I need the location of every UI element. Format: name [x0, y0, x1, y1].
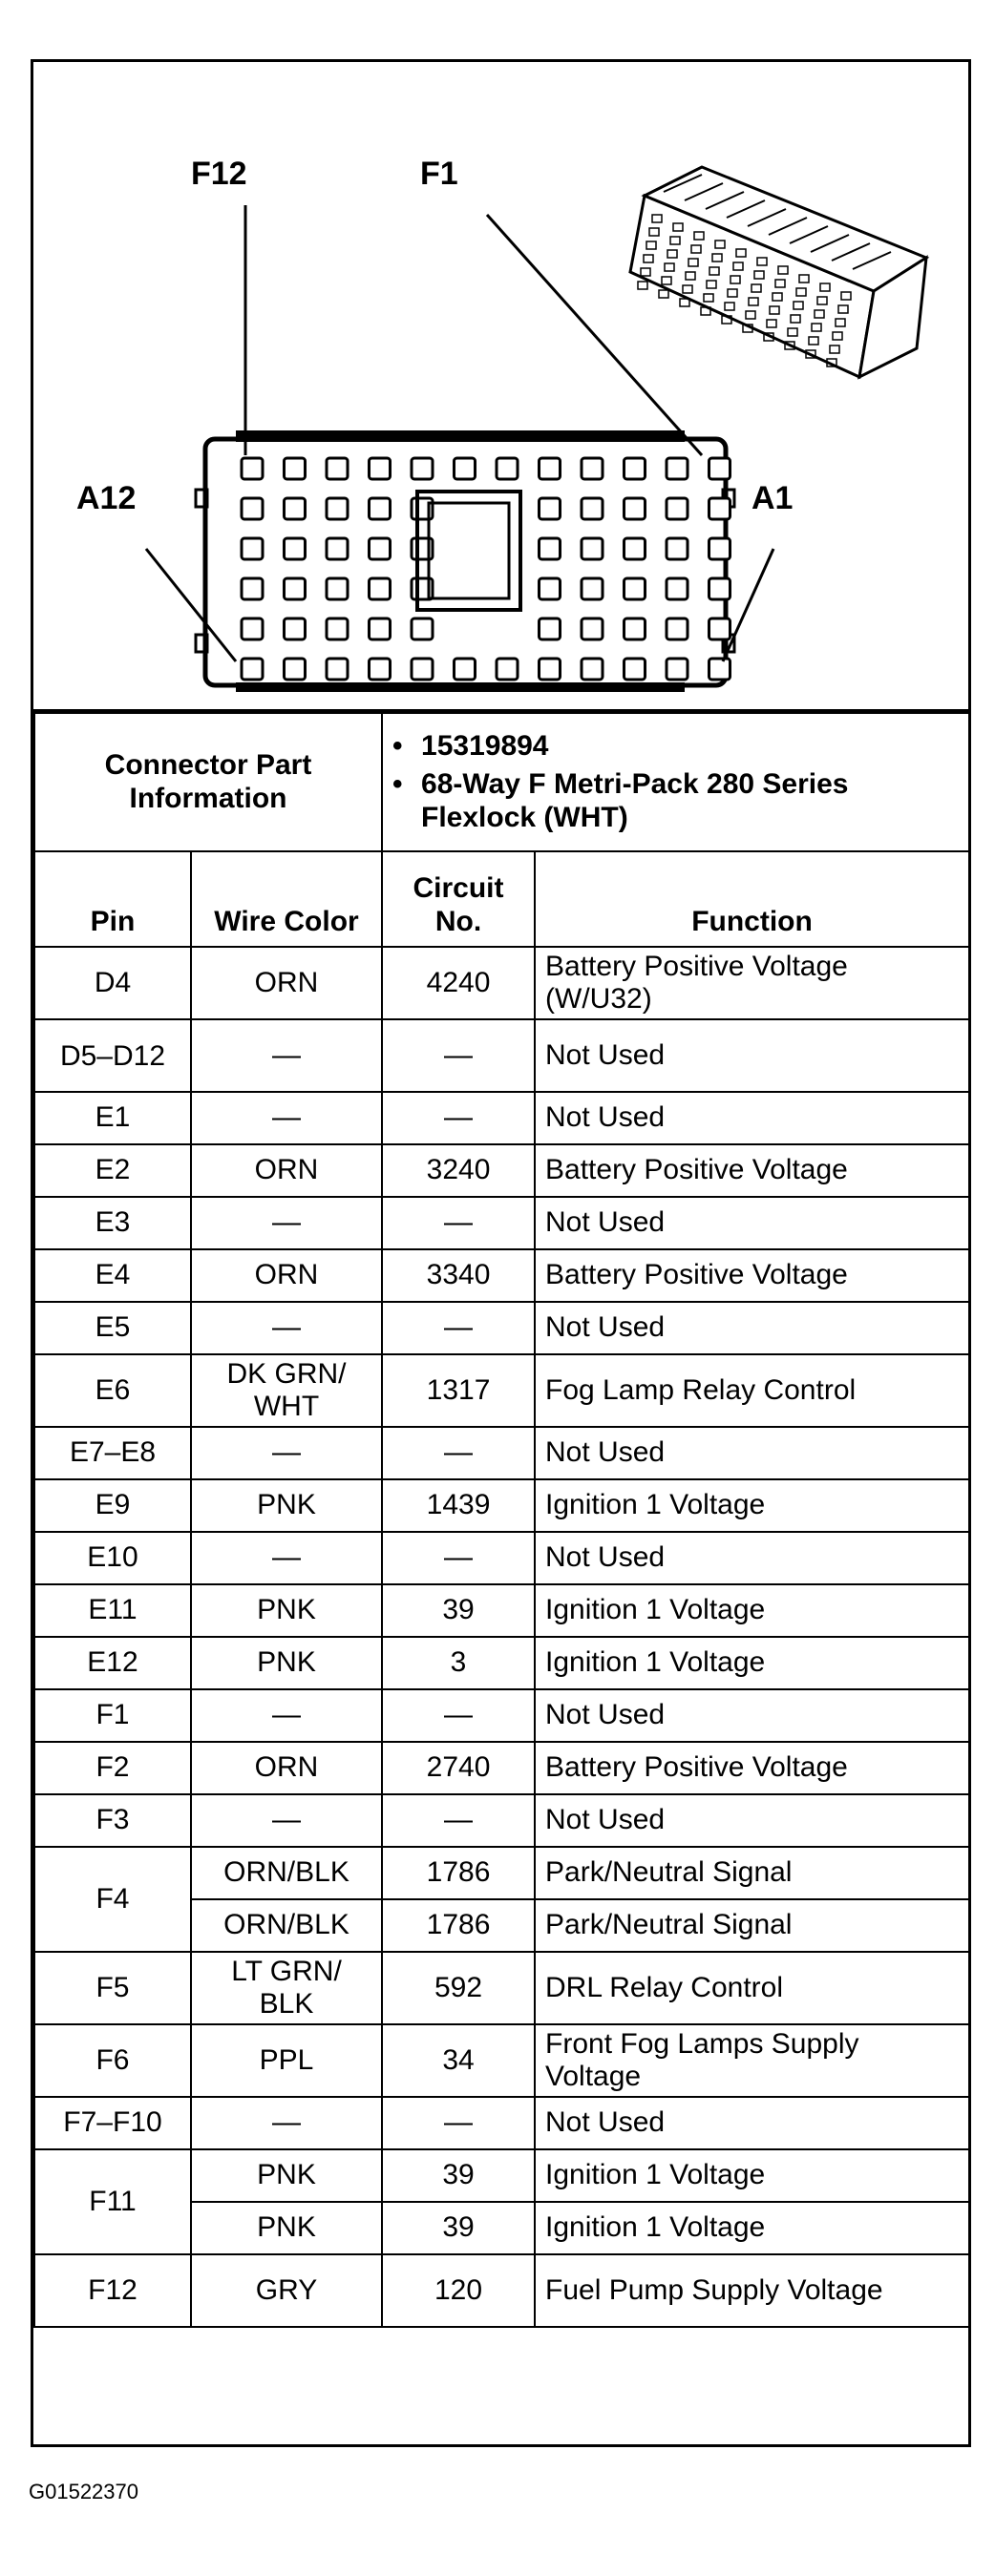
function-cell: Ignition 1 Voltage	[535, 1584, 969, 1637]
wire-color-cell: PNK	[191, 1584, 382, 1637]
pin-cavity	[667, 578, 688, 599]
connector-face-drawing	[33, 62, 968, 709]
table-row	[34, 947, 969, 1019]
table-row	[34, 1249, 969, 1302]
pin-cell: E1	[34, 1092, 191, 1144]
header-circuit: Circuit No.	[382, 851, 535, 947]
pin-cavity	[370, 659, 391, 680]
pin-cavity	[242, 578, 263, 599]
wire-color-cell: PNK	[191, 1479, 382, 1532]
table-row	[34, 2149, 969, 2202]
table-row	[34, 1197, 969, 1249]
function-cell: Not Used	[535, 1794, 969, 1847]
connector-diagram	[33, 62, 968, 712]
connector-sheet	[31, 59, 971, 2447]
pin-cavity	[327, 498, 348, 519]
pin-cavity	[709, 458, 730, 479]
pin-cavity	[455, 659, 476, 680]
wire-color-cell: ORN	[191, 1249, 382, 1302]
function-cell: Not Used	[535, 1302, 969, 1354]
pin-cell: F1	[34, 1689, 191, 1742]
wire-color-cell: PNK	[191, 2202, 382, 2254]
pin-cavity	[625, 618, 646, 639]
circuit-cell: 4240	[382, 947, 535, 1019]
circuit-cell: 1786	[382, 1899, 535, 1952]
wire-color-cell: —	[191, 1302, 382, 1354]
circuit-cell: 39	[382, 2202, 535, 2254]
function-cell: Not Used	[535, 1532, 969, 1584]
circuit-cell: 39	[382, 2149, 535, 2202]
header-function: Function	[535, 851, 969, 947]
pin-cavity	[242, 618, 263, 639]
circuit-cell: —	[382, 1302, 535, 1354]
wire-color-cell: —	[191, 1427, 382, 1479]
table-row	[34, 1637, 969, 1689]
wire-color-cell: GRY	[191, 2254, 382, 2327]
wire-color-cell: ORN	[191, 1742, 382, 1794]
pin-cavity	[285, 458, 306, 479]
wire-color-cell: —	[191, 1532, 382, 1584]
circuit-cell: 3240	[382, 1144, 535, 1197]
connector-info-details	[382, 713, 969, 851]
circuit-cell: 1439	[382, 1479, 535, 1532]
function-cell: Not Used	[535, 1689, 969, 1742]
table-row	[34, 1689, 969, 1742]
table-row	[34, 1584, 969, 1637]
callout-f1: F1	[420, 156, 458, 192]
circuit-cell: —	[382, 1689, 535, 1742]
circuit-cell: 34	[382, 2024, 535, 2097]
table-row	[34, 1952, 969, 2024]
pin-cavity	[582, 498, 603, 519]
pin-cavity	[625, 538, 646, 559]
pin-cavity	[370, 618, 391, 639]
pin-cavity	[412, 458, 433, 479]
pin-cell: F7–F10	[34, 2097, 191, 2149]
pin-cavity	[709, 618, 730, 639]
pin-cavity	[370, 498, 391, 519]
table-row	[34, 1532, 969, 1584]
pin-cell: E11	[34, 1584, 191, 1637]
pin-cell: F4	[34, 1847, 191, 1952]
pin-cavity	[327, 618, 348, 639]
table-row	[34, 1019, 969, 1092]
circuit-cell: —	[382, 1092, 535, 1144]
pin-cavity	[327, 659, 348, 680]
pin-cavity	[370, 578, 391, 599]
pin-cavity	[582, 578, 603, 599]
circuit-cell: 120	[382, 2254, 535, 2327]
pin-cavity	[285, 498, 306, 519]
wire-color-cell: —	[191, 2097, 382, 2149]
table-row	[34, 2097, 969, 2149]
circuit-cell: —	[382, 1532, 535, 1584]
housing-top-latch	[236, 430, 685, 442]
connector-description: • 68-Way F Metri-Pack 280 Series Flexlock (WHT)	[392, 768, 959, 834]
pin-cell: E3	[34, 1197, 191, 1249]
function-cell: Not Used	[535, 2097, 969, 2149]
wire-color-cell: —	[191, 1019, 382, 1092]
iso-pin-cavity	[659, 290, 668, 298]
function-cell: Park/Neutral Signal	[535, 1899, 969, 1952]
pin-cavity	[625, 578, 646, 599]
pin-cavity	[582, 458, 603, 479]
pin-cell: E5	[34, 1302, 191, 1354]
table-row	[34, 2254, 969, 2327]
pin-cell: E2	[34, 1144, 191, 1197]
function-cell: Battery Positive Voltage	[535, 1249, 969, 1302]
pin-cavity	[582, 659, 603, 680]
pin-cavity	[709, 578, 730, 599]
wire-color-cell: ORN	[191, 1144, 382, 1197]
function-cell: Ignition 1 Voltage	[535, 1479, 969, 1532]
pin-cavity	[625, 498, 646, 519]
pin-cavity	[497, 458, 518, 479]
header-pin: Pin	[34, 851, 191, 947]
pin-cavity	[625, 458, 646, 479]
function-cell: Fuel Pump Supply Voltage	[535, 2254, 969, 2327]
circuit-cell: 3340	[382, 1249, 535, 1302]
pin-cavity	[540, 538, 561, 559]
pin-cavity	[327, 538, 348, 559]
table-row	[34, 1479, 969, 1532]
pin-cell: E7–E8	[34, 1427, 191, 1479]
circuit-cell: —	[382, 1427, 535, 1479]
callout-a12: A12	[76, 480, 137, 516]
circuit-cell: —	[382, 2097, 535, 2149]
wire-color-cell: PNK	[191, 2149, 382, 2202]
pin-cavity	[242, 659, 263, 680]
function-cell: Ignition 1 Voltage	[535, 2149, 969, 2202]
function-cell: Not Used	[535, 1427, 969, 1479]
table-row	[34, 1427, 969, 1479]
table-row	[34, 1092, 969, 1144]
wire-color-cell: DK GRN/ WHT	[191, 1354, 382, 1427]
pin-cavity	[667, 659, 688, 680]
pin-cell: F2	[34, 1742, 191, 1794]
function-cell: Not Used	[535, 1019, 969, 1092]
pin-cavity	[709, 538, 730, 559]
circuit-cell: —	[382, 1197, 535, 1249]
circuit-cell: 1786	[382, 1847, 535, 1899]
pin-cavity	[412, 618, 433, 639]
pin-cavity	[625, 659, 646, 680]
function-cell: Ignition 1 Voltage	[535, 1637, 969, 1689]
pin-cavity	[370, 538, 391, 559]
housing-bottom-edge	[236, 682, 685, 692]
center-key-inner	[429, 503, 509, 598]
iso-pin-cavity	[638, 282, 647, 289]
function-cell: Park/Neutral Signal	[535, 1847, 969, 1899]
pin-cavity	[582, 618, 603, 639]
pin-cell: E12	[34, 1637, 191, 1689]
pin-cavity	[242, 498, 263, 519]
pin-cavity	[327, 578, 348, 599]
pin-cavity	[540, 618, 561, 639]
pin-cavity	[667, 618, 688, 639]
pin-cell: D4	[34, 947, 191, 1019]
table-row	[34, 1847, 969, 1899]
pin-cavity	[455, 458, 476, 479]
wire-color-cell: —	[191, 1197, 382, 1249]
pin-cavity	[497, 659, 518, 680]
wire-color-cell: PNK	[191, 1637, 382, 1689]
wire-color-cell: —	[191, 1092, 382, 1144]
callout-f12: F12	[191, 156, 247, 192]
wire-color-cell: LT GRN/ BLK	[191, 1952, 382, 2024]
pin-cavity	[285, 618, 306, 639]
wire-color-cell: —	[191, 1794, 382, 1847]
wire-color-cell: ORN/BLK	[191, 1899, 382, 1952]
pin-cavity	[709, 498, 730, 519]
function-cell: Fog Lamp Relay Control	[535, 1354, 969, 1427]
pin-cell: F5	[34, 1952, 191, 2024]
connector-info-row	[34, 713, 969, 851]
function-cell: DRL Relay Control	[535, 1952, 969, 2024]
pin-cavity	[242, 538, 263, 559]
table-row	[34, 1742, 969, 1794]
function-cell: Not Used	[535, 1092, 969, 1144]
pin-cavity	[540, 578, 561, 599]
wire-color-cell: ORN/BLK	[191, 1847, 382, 1899]
circuit-cell: —	[382, 1794, 535, 1847]
table-row	[34, 1354, 969, 1427]
pinout-table	[33, 712, 970, 2328]
pin-cell: E6	[34, 1354, 191, 1427]
pin-cavity	[540, 659, 561, 680]
figure-code: G01522370	[29, 2480, 138, 2503]
function-cell: Battery Positive Voltage	[535, 1742, 969, 1794]
pin-cavity	[370, 458, 391, 479]
pin-cell: F6	[34, 2024, 191, 2097]
pin-cell: D5–D12	[34, 1019, 191, 1092]
pin-cavity	[285, 538, 306, 559]
table-row	[34, 2024, 969, 2097]
circuit-cell: 2740	[382, 1742, 535, 1794]
pin-cavity	[667, 458, 688, 479]
callout-a1: A1	[752, 480, 794, 516]
table-row	[34, 1302, 969, 1354]
header-wire-color: Wire Color	[191, 851, 382, 947]
pin-cavity	[327, 458, 348, 479]
pin-cell: E10	[34, 1532, 191, 1584]
leader-a1	[723, 549, 773, 661]
pin-cavity	[285, 659, 306, 680]
function-cell: Battery Positive Voltage	[535, 1144, 969, 1197]
table-row	[34, 1794, 969, 1847]
circuit-cell: 39	[382, 1584, 535, 1637]
pin-cavity	[709, 659, 730, 680]
connector-info-label: Connector Part Information	[34, 713, 382, 851]
pin-cell: F12	[34, 2254, 191, 2327]
leader-a12	[146, 549, 236, 661]
pin-cavity	[667, 498, 688, 519]
pin-cavity	[412, 659, 433, 680]
connector-isometric-view	[630, 167, 926, 377]
wire-color-cell: ORN	[191, 947, 382, 1019]
function-cell: Not Used	[535, 1197, 969, 1249]
circuit-cell: —	[382, 1019, 535, 1092]
pin-cavity	[285, 578, 306, 599]
circuit-cell: 1317	[382, 1354, 535, 1427]
function-cell: Ignition 1 Voltage	[535, 2202, 969, 2254]
pin-cell: E4	[34, 1249, 191, 1302]
pin-cell: F11	[34, 2149, 191, 2254]
pin-cell: E9	[34, 1479, 191, 1532]
wire-color-cell: PPL	[191, 2024, 382, 2097]
connector-part-number: • 15319894	[392, 730, 959, 764]
pin-cavity	[540, 498, 561, 519]
circuit-cell: 592	[382, 1952, 535, 2024]
circuit-cell: 3	[382, 1637, 535, 1689]
pin-cell: F3	[34, 1794, 191, 1847]
function-cell: Battery Positive Voltage (W/U32)	[535, 947, 969, 1019]
wire-color-cell: —	[191, 1689, 382, 1742]
pin-cavity	[667, 538, 688, 559]
table-row	[34, 1144, 969, 1197]
pin-cavity	[582, 538, 603, 559]
table-header-row	[34, 851, 969, 947]
function-cell: Front Fog Lamps Supply Voltage	[535, 2024, 969, 2097]
pin-cavity	[540, 458, 561, 479]
pin-cavity	[242, 458, 263, 479]
